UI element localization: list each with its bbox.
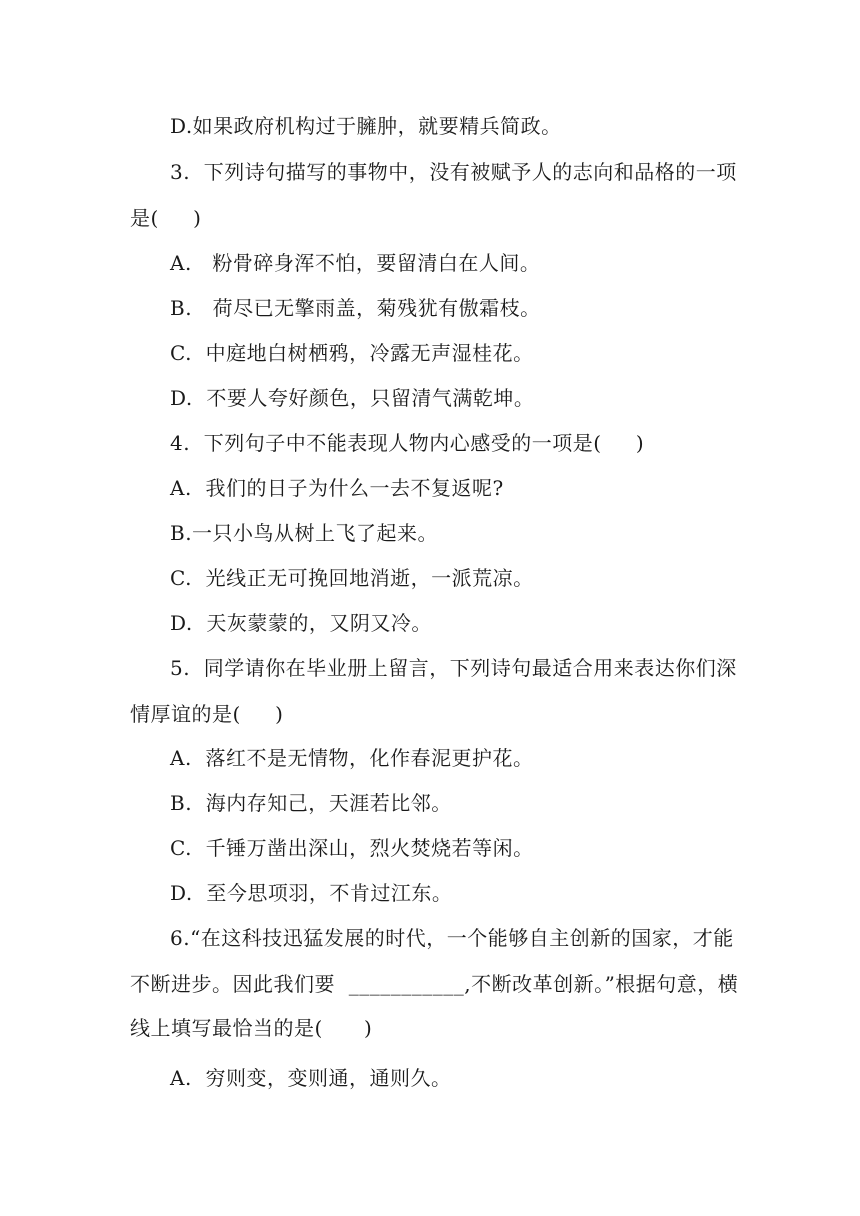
q3-option-d: D. 不要人夸好颜色，只留清气满乾坤。 [170,386,535,410]
q3-option-a: A. 粉骨碎身浑不怕，要留清白在人间。 [170,251,541,275]
q5-option-d: D. 至今思项羽，不肯过江东。 [170,881,453,905]
q3-option-c: C. 中庭地白树栖鸦，冷露无声湿桂花。 [170,341,534,365]
q6-stem-line-2: 不断进步。因此我们要 ___________,不断改革创新。”根据句意，横 [130,972,739,996]
q3-stem-line-1: 3. 下列诗句描写的事物中，没有被赋予人的志向和品格的一项 [170,160,737,184]
q4-stem: 4. 下列句子中不能表现人物内心感受的一项是( ) [170,431,645,455]
q5-stem-line-1: 5. 同学请你在毕业册上留言，下列诗句最适合用来表达你们深 [170,656,737,680]
q4-option-b: B.一只小鸟从树上飞了起来。 [170,521,439,545]
q5-option-b: B. 海内存知己，天涯若比邻。 [170,791,452,815]
q5-option-a: A. 落红不是无情物，化作春泥更护花。 [170,746,534,770]
q4-option-c: C. 光线正无可挽回地消逝，一派荒凉。 [170,566,534,590]
q2-option-d: D.如果政府机构过于臃肿，就要精兵简政。 [170,114,562,138]
q4-option-a: A. 我们的日子为什么一去不复返呢? [170,476,504,500]
q3-stem-line-2: 是( ) [130,206,202,230]
q5-option-c: C. 千锤万凿出深山，烈火焚烧若等闲。 [170,836,534,860]
q6-stem-line-1: 6.“在这科技迅猛发展的时代，一个能够自主创新的国家，才能 [170,926,734,950]
q6-stem-line-3: 线上填写最恰当的是( ) [130,1016,373,1040]
q5-stem-line-2: 情厚谊的是( ) [130,702,284,726]
q6-option-a: A. 穷则变，变则通，通则久。 [170,1066,452,1090]
q4-option-d: D. 天灰蒙蒙的，又阴又冷。 [170,611,432,635]
q3-option-b: B. 荷尽已无擎雨盖，菊残犹有傲霜枝。 [170,296,541,320]
